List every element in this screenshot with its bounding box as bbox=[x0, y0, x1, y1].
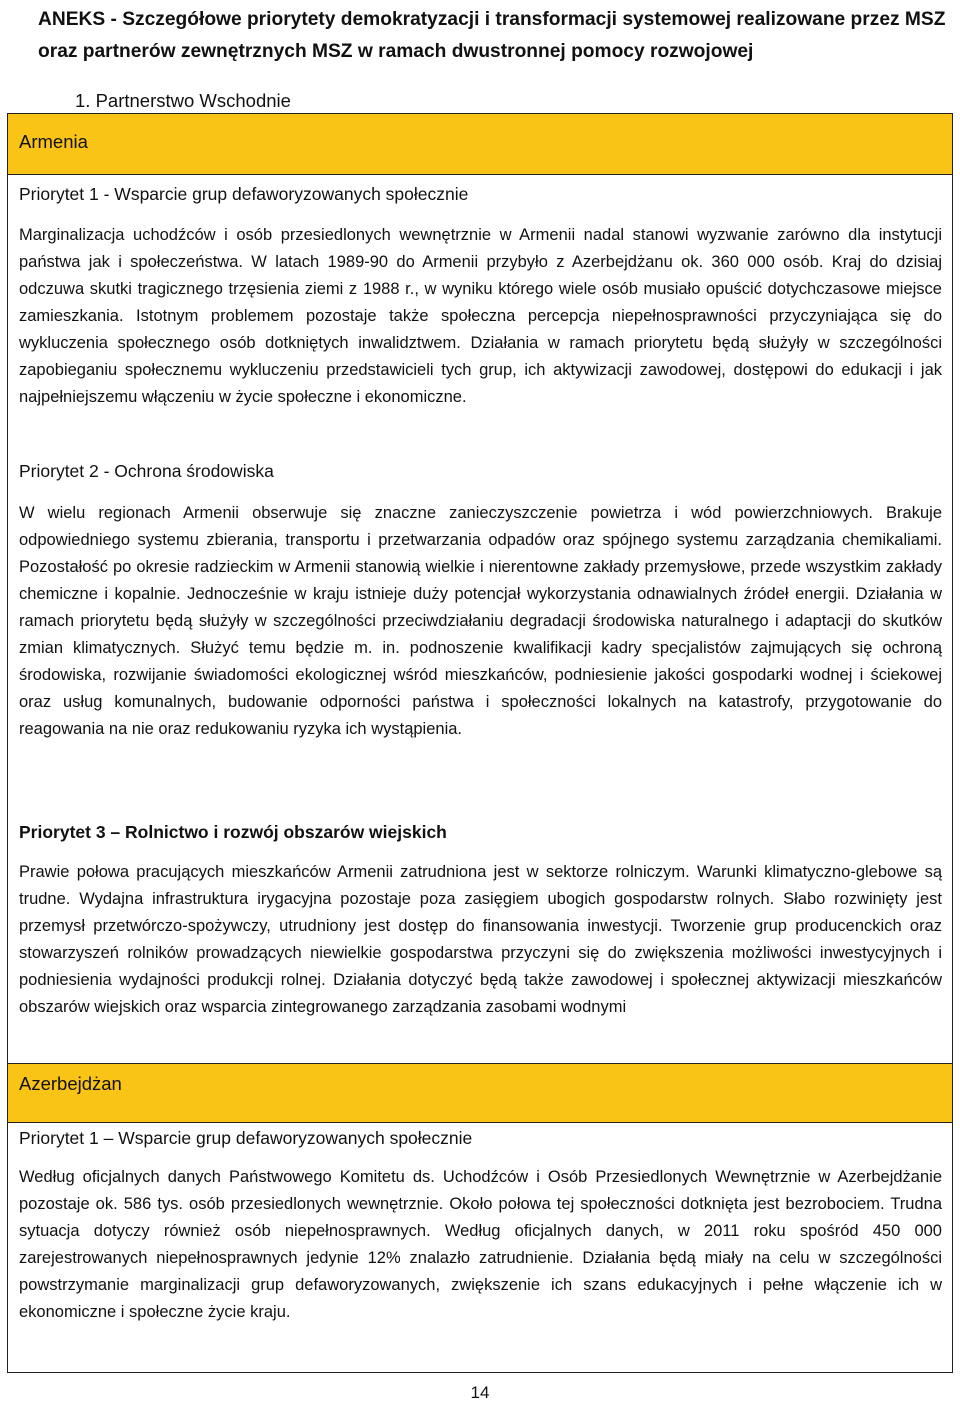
section-heading: 1. Partnerstwo Wschodnie bbox=[75, 90, 291, 111]
priority-heading: Priorytet 3 – Rolnictwo i rozwój obszarów wiejskich bbox=[19, 822, 447, 842]
azerbejdzan-section bbox=[7, 1063, 953, 1373]
priority-paragraph: Prawie połowa pracujących mieszkańców Armenii zatrudniona jest w sektorze rolniczym. Warunki klimatyczno-glebowe są trudne. Wydajna infrastruktura irygacyjna pozostaje poza zasięgiem ubogich gospodarstw rolnych. Słabo rozwinięty jest przemysł przetwórczo-spożywczy, utrudniony jest dostęp do finansowania inwestycji. Tworzenie grup producenckich oraz stowarzyszeń rolników prowadzących niewielkie gospodarstwa przyczyni się do zwiększenia możliwości inwestycyjnych i podniesienia wydajności produkcji rolnej. Działania dotyczyć będą także zawodowej i społecznej aktywizacji mieszkańców obszarów wiejskich oraz wsparcia zintegrowanego zarządzania zasobami wodnymi bbox=[19, 863, 942, 1016]
armenia-header-bar bbox=[8, 114, 952, 175]
priority-heading: Priorytet 1 - Wsparcie grup defaworyzowanych społecznie bbox=[19, 184, 469, 204]
azerbejdzan-header-bar bbox=[8, 1064, 952, 1123]
armenia-section bbox=[7, 113, 953, 1065]
priority-paragraph: W wielu regionach Armenii obserwuje się znaczne zanieczyszczenie powietrza i wód powierzchniowych. Brakuje odpowiedniego systemu zbierania, transportu i przetwarzania odpadów oraz spójnego systemu zarządzania chemikaliami. Pozostałość po okresie radzieckim w Armenii stanowią wielkie i nierentowne zakłady przemysłowe, przede wszystkim zakłady chemiczne i kopalnie. Jednocześnie w kraju istnieje duży potencjał wykorzystania odnawialnych źródeł energii. Działania w ramach priorytetu będą służyły w szczególności przeciwdziałaniu degradacji środowiska naturalnego i adaptacji do skutków zmian klimatycznych. Służyć temu będzie m. in. podnoszenie kwalifikacji kadry specjalistów zajmujących się ochroną środowiska, rozwijanie świadomości ekologicznej wśród mieszkańców, podniesienie jakości gospodarki wodnej i ściekowej oraz usług komunalnych, budowanie odporności państwa i społeczności lokalnych na katastrofy, przygotowanie do reagowania na nie oraz redukowaniu ryzyka ich wystąpienia. bbox=[19, 504, 942, 738]
priority-heading: Priorytet 2 - Ochrona środowiska bbox=[19, 461, 274, 481]
country-name-armenia: Armenia bbox=[19, 131, 88, 152]
priority-paragraph: Według oficjalnych danych Państwowego Komitetu ds. Uchodźców i Osób Przesiedlonych Wewnętrznie w Azerbejdżanie pozostaje ok. 586 tys. osób przesiedlonych wewnętrznie. Około połowa tej społeczności dotknięta jest bezrobociem. Trudna sytuacja dotyczy również osób niepełnosprawnych. Według oficjalnych danych, w 2011 roku spośród 450 000 zarejestrowanych niepełnosprawnych jedynie 12% znalazło zatrudnienie. Działania będą miały na celu w szczególności powstrzymanie marginalizacji grup defaworyzowanych, zwiększenie ich szans edukacyjnych i pełne włączenie ich w ekonomiczne i społeczne życie kraju. bbox=[19, 1168, 942, 1321]
page-number: 14 bbox=[470, 1383, 490, 1402]
priority-heading: Priorytet 1 – Wsparcie grup defaworyzowanych społecznie bbox=[19, 1128, 473, 1148]
country-name-azerbejdzan: Azerbejdżan bbox=[19, 1073, 122, 1094]
page-title: ANEKS - Szczegółowe priorytety demokratyzacji i transformacji systemowej realizowane przez MSZ oraz partnerów zewnętrznych MSZ w ramach dwustronnej pomocy rozwojowej bbox=[38, 9, 946, 62]
priority-paragraph: Marginalizacja uchodźców i osób przesiedlonych wewnętrznie w Armenii nadal stanowi wyzwanie zarówno dla instytucji państwa jak i społeczeństwa. W latach 1989-90 do Armenii przybyło z Azerbejdżanu ok. 360 000 osób. Kraj do dzisiaj odczuwa skutki tragicznego trzęsienia ziemi z 1988 r., w wyniku którego wiele osób musiało opuścić dotychczasowe miejsce zamieszkania. Istotnym problemem pozostaje także społeczna percepcja niepełnosprawności przyczyniająca się do wykluczenia społecznego osób dotkniętych inwalidztwem. Działania w ramach priorytetu będą służyły w szczególności zapobieganiu społecznemu wykluczeniu przedstawicieli tych grup, ich aktywizacji zawodowej, dostępowi do edukacji i jak najpełniejszemu włączeniu w życie społeczne i ekonomiczne. bbox=[19, 226, 942, 406]
